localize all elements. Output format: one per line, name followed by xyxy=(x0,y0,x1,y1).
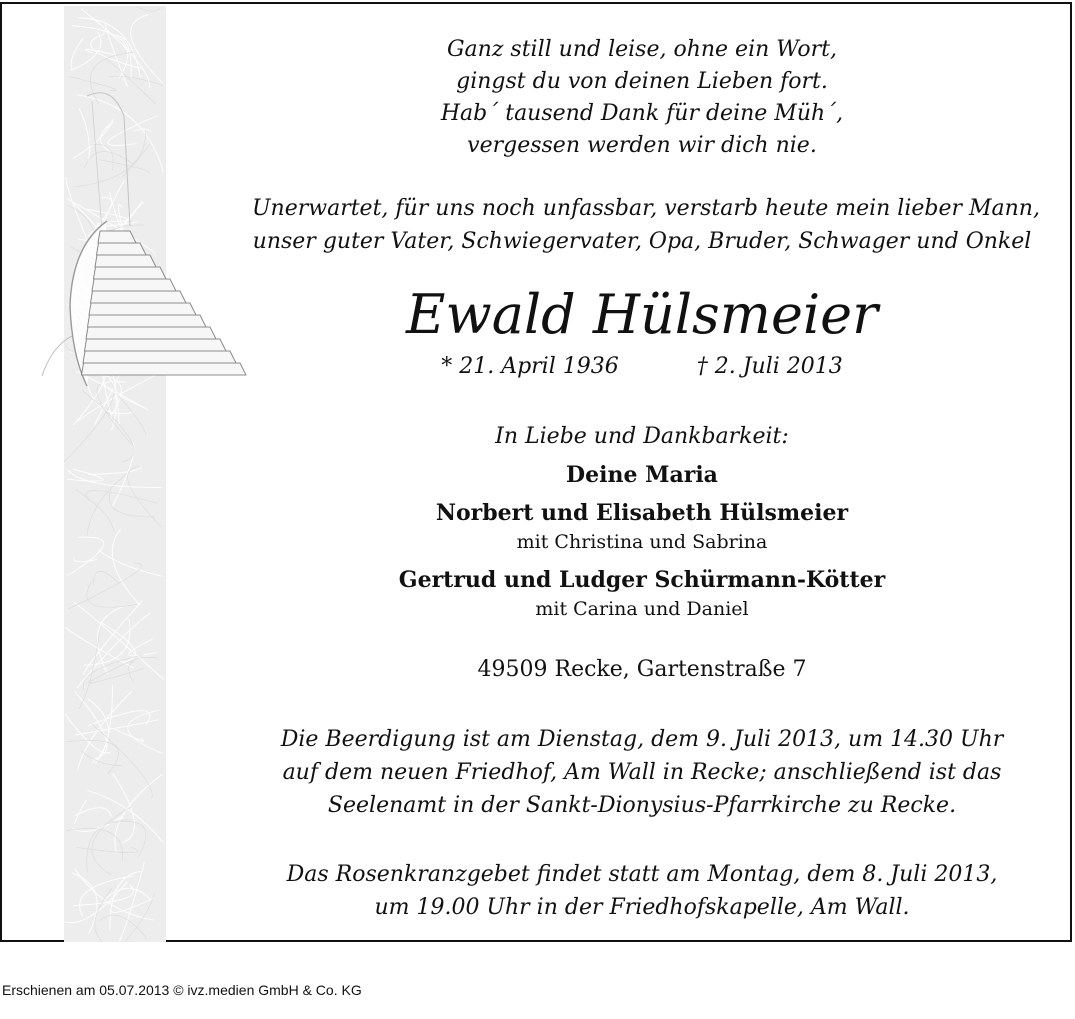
mourner-subline: mit Carina und Daniel xyxy=(535,598,749,620)
death-announcement xyxy=(252,192,1040,258)
mourner-subline: mit Christina und Sabrina xyxy=(516,531,768,553)
deceased-name: Ewald Hülsmeier xyxy=(406,283,878,346)
rosary-line: um 19.00 Uhr in der Friedhofskapelle, Am Wall. xyxy=(374,895,910,920)
publication-footer: Erschienen am 05.07.2013 © ivz.medien GmbH & Co. KG xyxy=(2,982,362,998)
death-date: † 2. Juli 2013 xyxy=(696,354,843,379)
poem-line: vergessen werden wir dich nie. xyxy=(467,133,817,158)
poem xyxy=(252,34,1032,162)
funeral-line: Seelenamt in der Sankt-Dionysius-Pfarrkirche zu Recke. xyxy=(327,793,957,818)
thanks-line: In Liebe und Dankbarkeit: xyxy=(495,424,789,449)
funeral-line: Die Beerdigung ist am Dienstag, dem 9. Juli 2013, um 14.30 Uhr xyxy=(280,727,1004,752)
announcement-line: Unerwartet, für uns noch unfassbar, verstarb heute mein lieber Mann, xyxy=(252,196,1040,221)
life-dates xyxy=(252,352,1032,382)
poem-line: Ganz still und leise, ohne ein Wort, xyxy=(446,37,837,62)
rosary-info xyxy=(252,858,1032,924)
family-address: 49509 Recke, Gartenstraße 7 xyxy=(477,657,807,682)
mourner-name: Norbert und Elisabeth Hülsmeier xyxy=(435,500,849,526)
mourner-name: Deine Maria xyxy=(566,462,718,488)
birth-date: * 21. April 1936 xyxy=(441,354,619,379)
funeral-line: auf dem neuen Friedhof, Am Wall in Recke; anschließend ist das xyxy=(282,760,1002,785)
announcement-line: unser guter Vater, Schwiegervater, Opa, Bruder, Schwager und Onkel xyxy=(252,229,1032,254)
poem-line: Hab´ tausend Dank für deine Müh´, xyxy=(440,101,844,126)
rosary-line: Das Rosenkranzgebet findet statt am Montag, dem 8. Juli 2013, xyxy=(286,862,998,887)
mourner-name: Gertrud und Ludger Schürmann-Kötter xyxy=(398,567,886,593)
staircase-drawing-icon xyxy=(12,6,262,942)
poem-line: gingst du von deinen Lieben fort. xyxy=(456,69,828,94)
funeral-info xyxy=(252,723,1032,822)
obituary-notice xyxy=(0,2,1072,942)
